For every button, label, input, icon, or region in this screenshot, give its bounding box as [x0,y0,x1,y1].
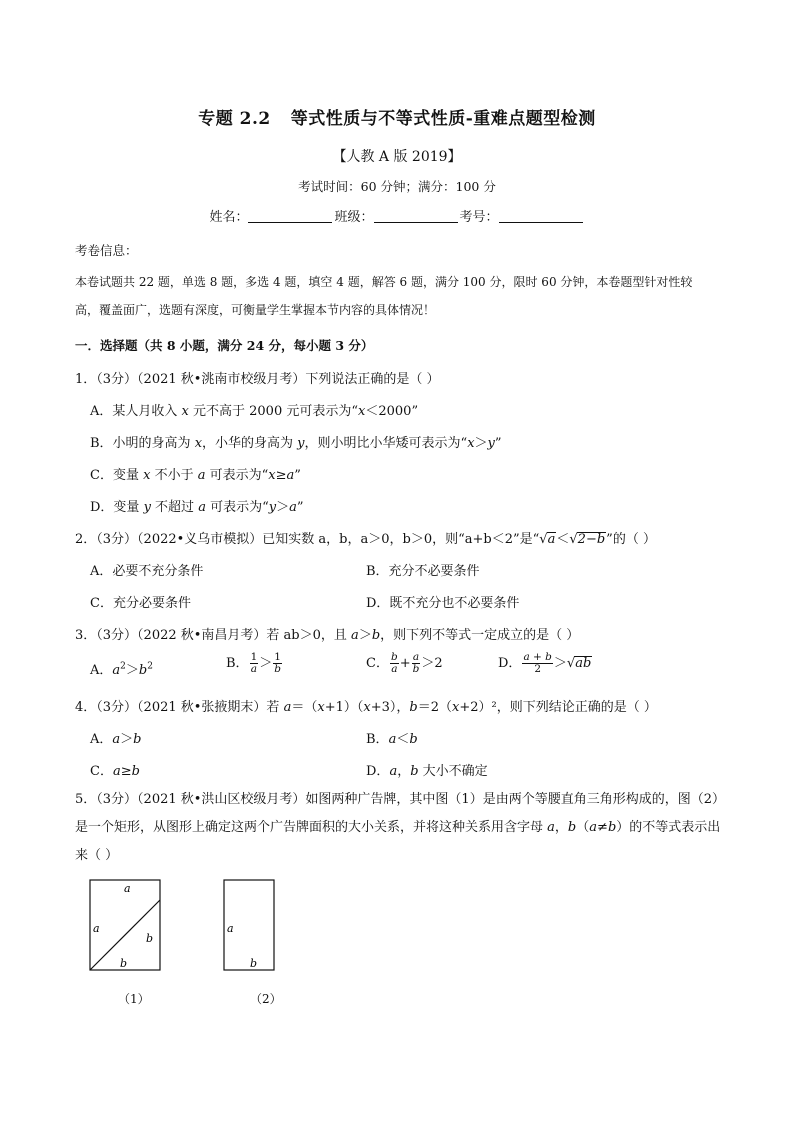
q1-option-c: C．变量 x 不小于 a 可表示为“x≥a” [90,468,301,483]
q1-stem: 1．（3分）（2021 秋•洮南市校级月考）下列说法正确的是（ ） [75,372,440,387]
info-body [75,268,727,324]
figure-1-caption: （1） [118,992,150,1006]
number-label: 考号： [459,210,499,225]
q4-option-c: C．a≥b [90,764,140,779]
q2-option-a: A．必要不充分条件 [90,564,204,579]
q2-stem [75,528,735,547]
q1-option-d: D．变量 y 不超过 a 可表示为“y＞a” [90,500,304,515]
q2-stem-b: ”的（ ） [606,532,656,547]
figure-1 [88,878,164,974]
exam-info: 考试时间：60 分钟；满分：100 分 [298,179,496,194]
class-label: 班级： [334,210,374,225]
fig1-label-left: a [93,922,100,935]
info-line-1: 本卷试题共 22 题，单选 8 题，多选 4 题，填空 4 题，解答 6 题，满分 100 分，限时 60 分钟，本卷题型针对性较 [75,275,693,289]
q4-stem: 4．（3分）（2021 秋•张掖期末）若 a＝（x+1）（x+3），b＝2（x+2）²，则下列结论正确的是（ ） [75,700,657,715]
name-blank[interactable] [248,209,332,223]
q3-option-a: A．$a^2>b^2$ [90,661,153,678]
q5-stem: 5．（3分）（2021 秋•洪山区校级月考）如图两种广告牌，其中图（1）是由两个等腰直角三角形构成的，图（2）是一个矩形，从图形上确定这两个广告牌面积的大小关系，并将这种关系用含字母 a，b（a≠b）的不等式表示出来（ ） [75,792,721,863]
q4-option-b: B．a＜b [366,732,418,747]
q2-stem-a: 2．（3分）（2022•义乌市模拟）已知实数 a，b，a＞0，b＞0，则“a+b＜2”是“ [75,532,540,547]
title-text: 等式性质与不等式性质-重难点题型检测 [290,109,596,129]
fig2-label-bottom: b [250,957,258,970]
q4-option-a: A．a＞b [90,732,142,747]
q2-option-c: C．充分必要条件 [90,596,191,611]
page-title [0,104,794,129]
number-blank[interactable] [499,209,583,223]
figure-2-caption: （2） [250,992,282,1006]
q4-option-d: D．a，b 大小不确定 [366,764,488,779]
q3-stem: 3．（3分）（2022 秋•南昌月考）若 ab＞0，且 a＞b，则下列不等式一定成立的是（ ） [75,628,580,643]
student-fields [0,206,794,225]
title-code: 专题 2.2 [198,109,271,129]
figure-2 [222,878,278,974]
q1-option-b: B．小明的身高为 x，小华的身高为 y，则小明比小华矮可表示为“x＞y” [90,436,502,451]
info-line-2: 高，覆盖面广，选题有深度，可衡量学生掌握本节内容的具体情况！ [75,303,436,317]
class-blank[interactable] [374,209,458,223]
q2-math: √a＜√2−b [539,532,606,547]
section-heading: 一．选择题（共 8 小题，满分 24 分，每小题 3 分） [75,338,374,353]
q2-option-b: B．充分不必要条件 [366,564,480,579]
q3-option-c: C． $\frac{b}{a}$ + $\frac{a}{b}$ ＞2 [366,651,443,675]
q1-option-a: A．某人月收入 x 元不高于 2000 元可表示为“x＜2000” [90,404,419,419]
name-label: 姓名： [209,210,249,225]
fig1-label-top: a [124,882,131,895]
edition-label: 【人教 A 版 2019】 [332,149,462,165]
q3-option-b: B． $\frac{1}{a}$ ＞ $\frac{1}{b}$ [226,651,281,675]
fig1-label-right: b [146,932,154,945]
q3-option-d: D． $\frac{a + b}{2}$ ＞√ab [498,651,592,675]
fig1-label-bottom: b [120,957,128,970]
fig2-label-left: a [227,922,234,935]
q2-option-d: D．既不充分也不必要条件 [366,596,520,611]
info-heading: 考卷信息： [75,243,138,258]
